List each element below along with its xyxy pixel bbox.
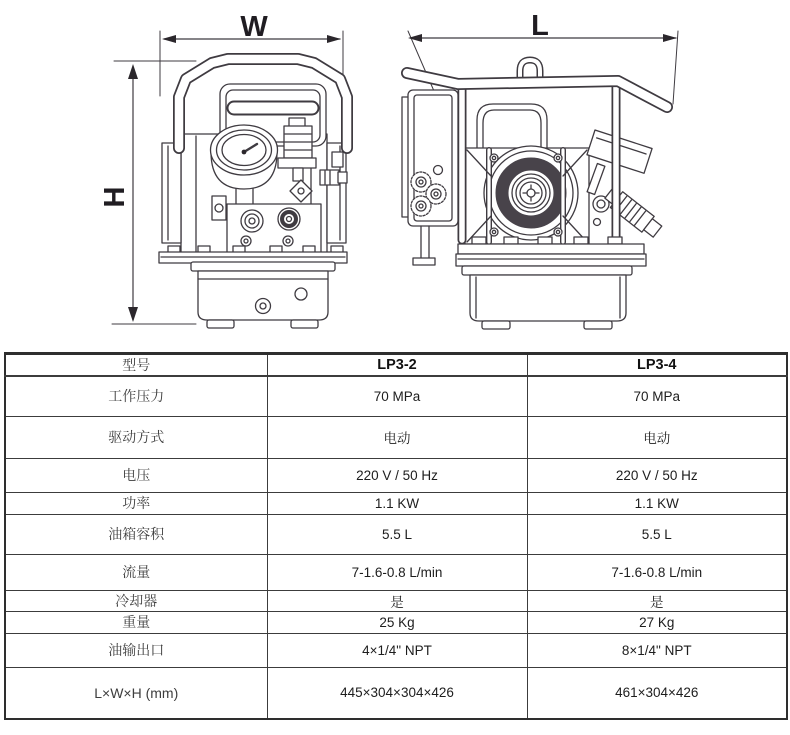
spec-table bbox=[4, 352, 788, 720]
dim-label-h: H bbox=[99, 186, 131, 208]
table-row-flow-rate bbox=[5, 554, 787, 590]
row-label-cell: 功率 bbox=[5, 492, 267, 514]
pump-drawings-svg bbox=[0, 0, 790, 352]
side-pump-parts bbox=[587, 130, 664, 240]
table-row-power bbox=[5, 492, 787, 514]
table-row-drive-type bbox=[5, 416, 787, 458]
table-row-cooler bbox=[5, 590, 787, 611]
model-lp3-4-cell: LP3-4 bbox=[527, 354, 787, 377]
value-lp3-2-cell: 7-1.6-0.8 L/min bbox=[267, 554, 527, 590]
row-label-cell: 油输出口 bbox=[5, 633, 267, 667]
dim-label-l: L bbox=[531, 10, 549, 42]
value-lp3-4-cell: 220 V / 50 Hz bbox=[527, 458, 787, 492]
value-lp3-2-cell: 1.1 KW bbox=[267, 492, 527, 514]
row-label-cell: 流量 bbox=[5, 554, 267, 590]
table-row-oil-outlets bbox=[5, 633, 787, 667]
row-label-cell: 型号 bbox=[5, 354, 267, 377]
oil-tank-side bbox=[462, 266, 632, 329]
value-lp3-2-cell: 220 V / 50 Hz bbox=[267, 458, 527, 492]
value-lp3-4-cell: 电动 bbox=[527, 416, 787, 458]
row-label-cell: 工作压力 bbox=[5, 376, 267, 416]
table-row-tank-capacity bbox=[5, 514, 787, 554]
row-label-cell: 电压 bbox=[5, 458, 267, 492]
technical-drawing-area bbox=[0, 0, 790, 352]
side-view-drawing bbox=[402, 10, 678, 329]
table-row-working-pressure bbox=[5, 376, 787, 416]
dim-label-w: W bbox=[240, 11, 268, 43]
value-lp3-2-cell: 4×1/4" NPT bbox=[267, 633, 527, 667]
model-lp3-2-cell: LP3-2 bbox=[267, 354, 527, 377]
front-view-drawing bbox=[99, 11, 347, 328]
value-lp3-2-cell: 是 bbox=[267, 590, 527, 611]
value-lp3-4-cell: 70 MPa bbox=[527, 376, 787, 416]
value-lp3-4-cell: 27 Kg bbox=[527, 611, 787, 633]
value-lp3-4-cell: 7-1.6-0.8 L/min bbox=[527, 554, 787, 590]
table-row-dimensions bbox=[5, 667, 787, 719]
motor-cover-side bbox=[477, 104, 547, 152]
row-label-cell: 驱动方式 bbox=[5, 416, 267, 458]
row-label-cell: 重量 bbox=[5, 611, 267, 633]
row-label-cell: 油箱容积 bbox=[5, 514, 267, 554]
table-row-weight bbox=[5, 611, 787, 633]
value-lp3-2-cell: 25 Kg bbox=[267, 611, 527, 633]
value-lp3-2-cell: 70 MPa bbox=[267, 376, 527, 416]
value-lp3-4-cell: 1.1 KW bbox=[527, 492, 787, 514]
value-lp3-2-cell: 5.5 L bbox=[267, 514, 527, 554]
value-lp3-4-cell: 是 bbox=[527, 590, 787, 611]
row-label-cell: L×W×H (mm) bbox=[5, 667, 267, 719]
value-lp3-4-cell: 5.5 L bbox=[527, 514, 787, 554]
value-lp3-4-cell: 461×304×426 bbox=[527, 667, 787, 719]
row-label-cell: 冷却器 bbox=[5, 590, 267, 611]
value-lp3-2-cell: 电动 bbox=[267, 416, 527, 458]
value-lp3-4-cell: 8×1/4" NPT bbox=[527, 633, 787, 667]
value-lp3-2-cell: 445×304×304×426 bbox=[267, 667, 527, 719]
table-row-model bbox=[5, 354, 787, 377]
base-plate-side bbox=[456, 237, 646, 266]
oil-tank-front bbox=[191, 262, 335, 328]
table-row-voltage bbox=[5, 458, 787, 492]
